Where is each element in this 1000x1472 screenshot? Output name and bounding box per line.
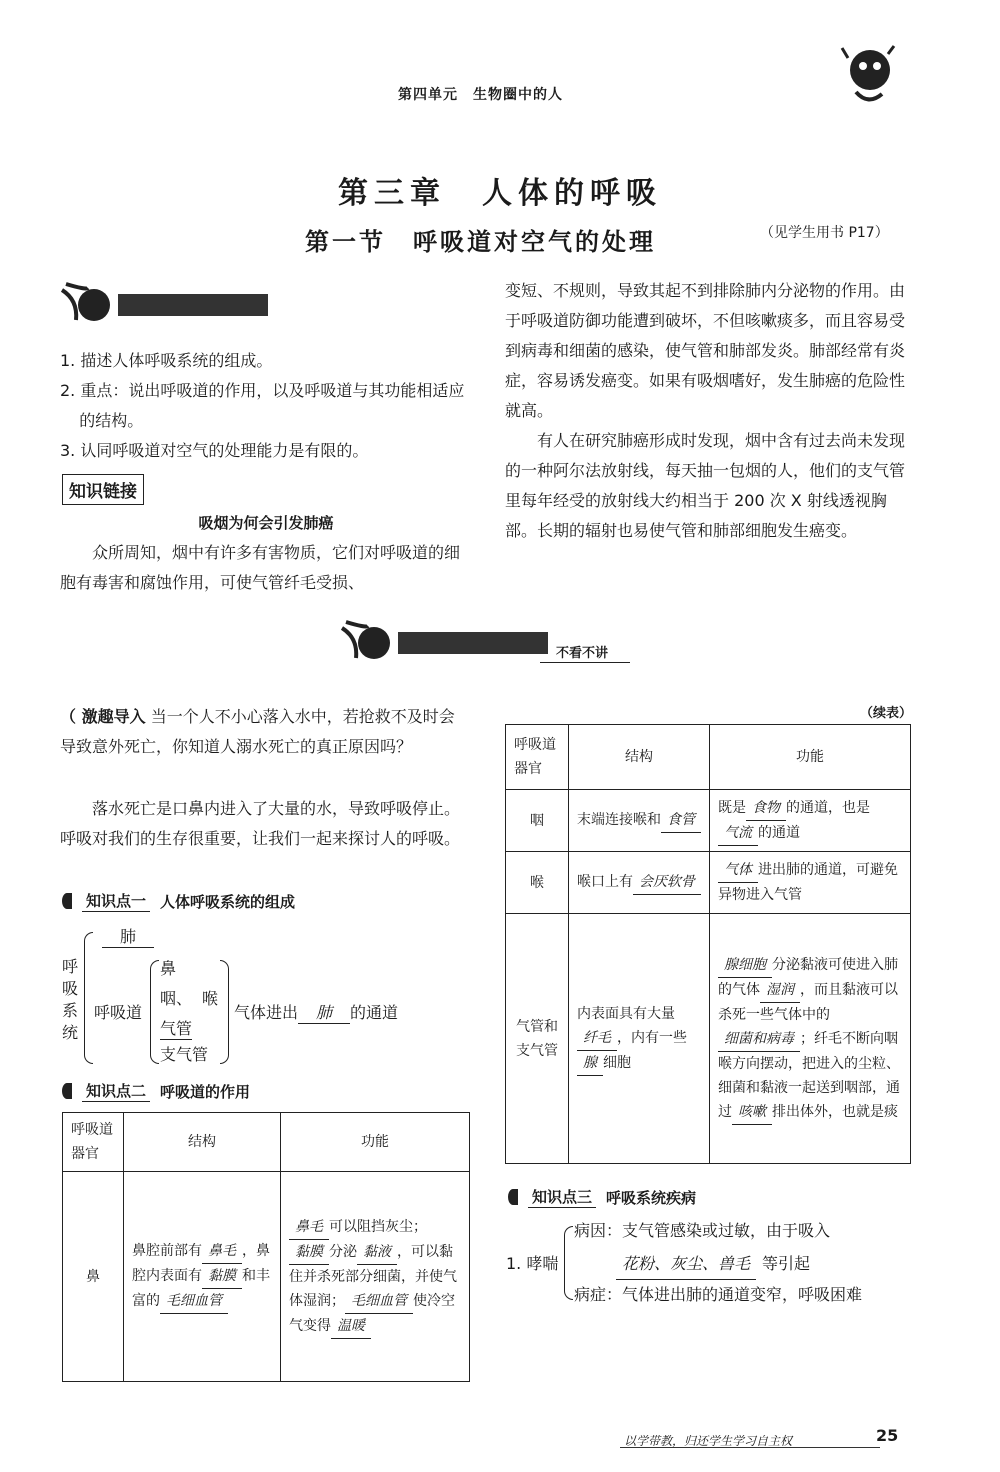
kp-badge: 知识点二 xyxy=(82,1080,150,1102)
objective-item: 2. 重点：说出呼吸道的作用，以及呼吸道与其功能相适应的结构。 xyxy=(60,381,465,430)
diagram-part: 咽、 喉 xyxy=(160,989,219,1008)
table-header-cell: 呼吸道器官 xyxy=(506,725,569,790)
knowledge-point-2-heading xyxy=(62,1080,250,1102)
chapter-title: 第三章 人体的呼吸 xyxy=(338,176,662,211)
unit-header: 第四单元 生物圈中的人 xyxy=(398,87,563,103)
banner-bar xyxy=(118,294,268,316)
disease-cause-answer: 花粉、灰尘、兽毛 等引起 xyxy=(616,1249,810,1280)
kp-title: 呼吸道的作用 xyxy=(160,1082,251,1101)
structure-cell: 末端连接喉和 食管 xyxy=(569,790,710,852)
kp-badge: 知识点三 xyxy=(528,1186,596,1208)
banner-tag: 不看不讲 xyxy=(556,646,609,661)
diagram-lung: 肺 xyxy=(102,924,154,948)
structure-cell: 鼻腔前部有 鼻毛 ，鼻腔内表面有 黏膜 和丰富的 毛细血管 xyxy=(124,1172,281,1382)
structure-cell: 喉口上有 会厌软骨 xyxy=(569,852,710,914)
continued-label: （续表） xyxy=(860,706,913,721)
bullet-icon xyxy=(62,893,72,909)
banner-bar xyxy=(398,632,548,654)
intro-paragraph-1: 当一个人不小心落入水中，若抢救不及时会导致意外死亡，你知道人溺水死亡的真正原因吗？ xyxy=(60,707,455,756)
respiratory-system-diagram xyxy=(62,924,482,1074)
footer-slogan: 以学带教，归还学生学习自主权 xyxy=(624,1434,793,1448)
respiratory-tract-table xyxy=(62,1112,470,1382)
page-number: 25 xyxy=(876,1426,899,1445)
intro-label: （ 激趣导入 xyxy=(60,707,146,726)
bullet-icon xyxy=(62,1083,72,1099)
section-title: 第一节 呼吸道对空气的处理 xyxy=(305,228,656,256)
disease-item: 1. 哮喘 xyxy=(506,1254,559,1273)
mascot-icon xyxy=(838,44,898,114)
knowledge-link-paragraph-2: 有人在研究肺癌形成时发现，烟中含有过去尚未发现的一种阿尔法放射线，每天抽一包烟的人，他们的支气管里每年经受的放射线大约相当于 200 次 X 射线透视胸部。长期的辐射也易使气管和肺部细胞发生癌变。 xyxy=(505,431,906,540)
diagram-root: 呼吸系统 xyxy=(62,957,79,1042)
diagram-part: 气管 xyxy=(160,1016,192,1040)
knowledge-link-paragraph: 众所周知，烟中有许多有害物质，它们对呼吸道的细胞有毒害和腐蚀作用，可使气管纤毛受损、 xyxy=(60,543,461,592)
organ-cell: 鼻 xyxy=(63,1172,124,1382)
organ-cell: 喉 xyxy=(506,852,569,914)
kp-title: 呼吸系统疾病 xyxy=(606,1188,697,1207)
table-row xyxy=(63,1172,470,1382)
disease-symptom: 病症：气体进出肺的通道变窄，呼吸困难 xyxy=(574,1285,863,1304)
structure-cell: 内表面具有大量纤毛 ，内有一些腺 细胞 xyxy=(569,914,710,1164)
respiratory-tract-table-cont xyxy=(505,724,911,1164)
table-header-cell: 呼吸道器官 xyxy=(63,1113,124,1172)
brace xyxy=(84,932,93,1064)
brace xyxy=(220,960,229,1064)
footer-divider xyxy=(620,1447,880,1448)
table-header-cell: 功能 xyxy=(281,1113,470,1172)
organ-cell: 气管和支气管 xyxy=(506,914,569,1164)
brace xyxy=(150,960,159,1064)
knowledge-link-label: 知识链接 xyxy=(62,474,144,505)
disease-diagram xyxy=(506,1216,916,1316)
organ-cell: 咽 xyxy=(506,790,569,852)
knowledge-link-paragraph-cont: 变短、不规则，导致其起不到排除肺内分泌物的作用。由于呼吸道防御功能遭到破坏，不但咳嗽痰多，而且容易受到病毒和细菌的感染，使气管和肺部发炎。肺部经常有炎症，容易诱发癌变。如果有吸烟嗜好，发生肺癌的危险性就高。 xyxy=(505,281,906,420)
table-header-row xyxy=(63,1113,470,1172)
brace xyxy=(564,1226,573,1300)
objectives-list xyxy=(60,346,472,466)
knowledge-point-3-heading xyxy=(508,1186,696,1208)
knowledge-point-1-heading xyxy=(62,890,295,912)
objective-item: 1. 描述人体呼吸系统的组成。 xyxy=(60,351,273,370)
table-header-cell: 功能 xyxy=(710,725,911,790)
objectives-banner xyxy=(58,280,278,330)
function-cell: 腺细胞 分泌黏液可使进入肺的气体 湿润 ，而且黏液可以杀死一些气体中的细菌和病毒 ；纤毛不断向咽喉方向摆动，把进入的尘粒、细菌和黏液一起送到咽部，通过 咳嗽 排出体外，也就是痰 xyxy=(710,914,911,1164)
intro-block xyxy=(60,702,470,762)
table-row xyxy=(506,914,911,1164)
table-header-cell: 结构 xyxy=(569,725,710,790)
diagram-tract: 呼吸道 xyxy=(94,1003,143,1022)
function-cell: 气体 进出肺的通道，可避免异物进入气管 xyxy=(710,852,911,914)
function-cell: 鼻毛 可以阻挡灰尘；黏膜 分泌 黏液 ，可以黏住并杀死部分细菌，并使气体湿润； 毛细血管 使冷空气变得 温暖 xyxy=(281,1172,470,1382)
bullet-icon xyxy=(508,1189,518,1205)
diagram-function: 气体进出 肺 的通道 xyxy=(234,1000,398,1024)
preview-banner xyxy=(338,618,628,668)
kp-title: 人体呼吸系统的组成 xyxy=(160,892,296,911)
reference-note: （见学生用书 P17） xyxy=(760,225,889,241)
divider xyxy=(540,662,630,663)
intro-paragraph-2: 落水死亡是口鼻内进入了大量的水，导致呼吸停止。呼吸对我们的生存很重要，让我们一起来探讨人的呼吸。 xyxy=(60,799,461,848)
table-header-row xyxy=(506,725,911,790)
table-row xyxy=(506,790,911,852)
kp-badge: 知识点一 xyxy=(82,890,150,912)
table-row xyxy=(506,852,911,914)
function-cell: 既是 食物 的通道，也是气流 的通道 xyxy=(710,790,911,852)
diagram-part: 鼻 xyxy=(160,959,177,978)
table-header-cell: 结构 xyxy=(124,1113,281,1172)
objective-item: 3. 认同呼吸道对空气的处理能力是有限的。 xyxy=(60,441,369,460)
disease-cause: 病因：支气管感染或过敏，由于吸入 xyxy=(574,1221,831,1240)
diagram-part: 支气管 xyxy=(160,1045,209,1064)
knowledge-link-title: 吸烟为何会引发肺癌 xyxy=(198,514,334,532)
